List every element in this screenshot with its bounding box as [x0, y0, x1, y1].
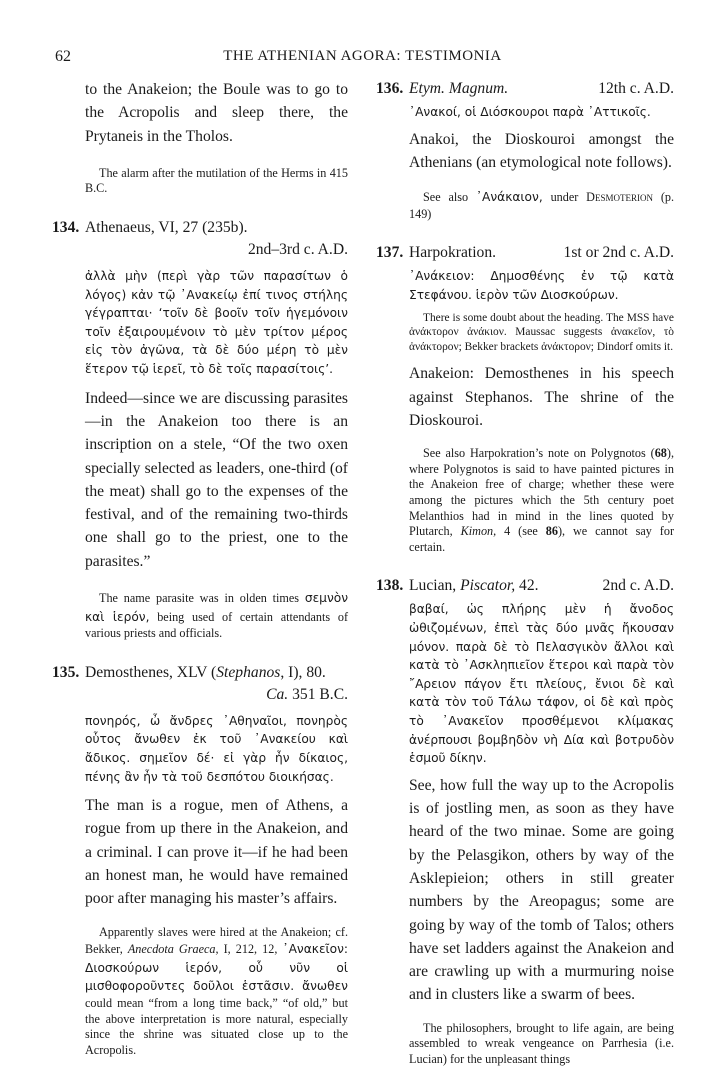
entry-135-heading — [52, 662, 348, 684]
greek-text: βαβαί, ὡς πλήρης μὲν ἡ ἄνοδος ὠθιζομένων, ἐπεὶ τὰς δύο μνᾶς ἤκουσαν μόνον. παρὰ δὲ τὸ Πελασγικὸν ἄλλοι καὶ κατὰ τὸ ᾿Ασκληπιεῖον ἕτεροι καὶ παρὰ τὸν ῎Αρειον πάγον ἔτι πλείους, ἔνιοι δὲ καὶ κατὰ τὸν τοῦ Τάλω τάφον, οἱ δὲ καὶ πρὸς τὸ ᾿Ανακεῖον προσθέμενοι κλίμακας ἀνέρπουσι βομβηδὸν νὴ Δία καὶ βοτρυδὸν ἑσμοῦ δίκην. — [409, 602, 674, 766]
note-text: 4 (see — [504, 524, 538, 539]
entry-date: 2nd–3rd c. A.D. — [247, 241, 348, 259]
entry-number: 138. — [376, 577, 404, 595]
note-italic: Kimon, — [460, 524, 497, 539]
commentary-note — [376, 188, 674, 222]
note-text: could mean “from a long time back,” “of old,” but the above interpretation is more natural, especially since the shrine was situated close up to the Acropolis. — [85, 996, 348, 1057]
entry-source: Etym. Magnum. — [409, 80, 509, 97]
entry-135 — [52, 662, 348, 1059]
entry-date: 12th c. A.D. — [598, 80, 674, 97]
entry-source: Athenaeus, VI, 27 (235b). — [85, 219, 248, 237]
note-text: See also Harpokration’s note on Polygnotos ( — [423, 446, 655, 461]
note-text: See also — [423, 190, 469, 205]
page-number: 62 — [55, 48, 71, 65]
note-text: being used of certain attendants of various priests and officials. — [85, 609, 348, 641]
source-text: Lucian, — [409, 577, 457, 595]
note-smallcaps: Desmoterion — [586, 190, 653, 205]
note-greek: σεμνὸν καὶ ἱερόν, — [85, 591, 349, 624]
left-column — [52, 78, 348, 1058]
running-title: THE ATHENIAN AGORA: TESTIMONIA — [223, 48, 502, 64]
note-text: under — [550, 190, 579, 205]
source-text: 42. — [519, 577, 539, 595]
entry-138 — [376, 575, 674, 1067]
entry-date: 2nd c. A.D. — [602, 577, 674, 595]
commentary-note — [376, 446, 674, 555]
note-text: (p. 149) — [409, 190, 675, 221]
entry-138-heading — [376, 575, 674, 597]
commentary-note — [52, 925, 348, 1059]
entry-source — [409, 575, 603, 597]
right-column — [376, 78, 674, 1067]
cross-reference[interactable]: 86 — [545, 524, 558, 539]
entry-134-heading — [52, 217, 348, 239]
date-italic: Ca. — [266, 685, 289, 703]
entry-source — [85, 662, 348, 684]
entry-134 — [52, 217, 348, 642]
continued-translation: to the Anakeion; the Boule was to go to the Acropolis and sleep there, the Prytaneis in the Tholos. — [85, 81, 348, 145]
entry-136-heading — [376, 78, 674, 100]
commentary-note: The philosophers, brought to life again, are being assembled to wreak vengeance on Parrhesia (i.e. Lucian) for the unpleasant things — [409, 1020, 674, 1066]
textual-note: There is some doubt about the heading. The MSS have ἀνάκτορον ἀνάκιον. Maussac suggests ἀνακεῖον, τὸ ἀνάκτορον; Bekker brackets ἀνάκτορον; Dindorf omits it. — [409, 311, 674, 353]
translation: Anakeion: Demosthenes in his speech against Stephanos. The shrine of the Dioskouroi. — [409, 365, 674, 429]
entry-source: Harpokration. — [409, 244, 497, 262]
date-text: 351 B.C. — [288, 685, 348, 703]
source-italic: Stephanos — [216, 663, 281, 681]
commentary-note — [52, 589, 348, 642]
note-italic: Anecdota Graeca, — [127, 942, 219, 957]
running-header — [0, 48, 725, 68]
translation: The man is a rogue, men of Athens, a rogue from up there in the Anakeion, and a criminal. I can prove it—if he had been an honest man, he would have remained poor after managing his master’s affairs. — [85, 797, 348, 908]
note-greek: ᾿Ανακεῖον: Διοσκούρων ἱερόν, οὗ νῦν οἱ μισθοφοροῦντες δοῦλοι ἑστᾶσιν. ἄνωθεν — [85, 942, 349, 994]
entry-number: 136. — [376, 80, 404, 97]
source-text: , I), 80. — [280, 663, 326, 681]
note-text: ), we cannot say for certain. — [409, 524, 675, 554]
note-text: I, 212, 12, — [223, 942, 278, 957]
source-italic: Piscator, — [460, 577, 516, 595]
greek-text: ᾿Ανακοί, οἱ Διόσκουροι παρὰ ᾿Αττικοῖς. — [409, 105, 651, 119]
entry-date — [52, 684, 348, 706]
greek-text: ἀλλὰ μὴν (περὶ γὰρ τῶν παρασίτων ὁ λόγος) κἀν τῷ ᾿Ανακείῳ ἐπί τινος στήλης γέγραπται· ‘τοῖν δὲ βοοῖν τοῖν ἡγεμόνοιν τοῖν ἐξαιρουμένοιν τὸ μὲν τρίτον μέρος εἰς τὸν ἀγῶνα, τὰ δὲ δύο μέρη τὸ μὲν ἕτερον τῷ ἱερεῖ, τὸ δὲ τοῖς παρασίτοις’. — [85, 269, 348, 377]
entry-137-heading — [376, 242, 674, 264]
greek-text: ᾿Ανάκειον: Δημοσθένης ἐν τῷ κατὰ Στεφάνου. ἱερὸν τῶν Διοσκούρων. — [409, 269, 674, 302]
note-text: Apparently slaves were hired at the Anakeion; cf. Bekker, — [85, 924, 348, 957]
entry-date: 1st or 2nd c. A.D. — [563, 244, 674, 262]
cross-reference[interactable]: 68 — [654, 446, 667, 461]
continued-note: The alarm after the mutilation of the Herms in 415 B.C. — [85, 165, 348, 196]
translation: See, how full the way up to the Acropolis is of jostling men, as soon as they have heard of the two minae. Some are going by the Pelasgikon, others by way of the Asklepieion; others in still greater numbers by the Areopagus; some are going by way of the tomb of Talos; others have set ladders against the Anakeion and are crawling up with a murmuring noise and in clusters like a swarm of bees. — [409, 776, 674, 1004]
translation: Indeed—since we are discussing parasites—in the Anakeion too there is an inscription on a stele, “Of the two oxen specially selected as leaders, one-third (of the meat) shall go to the expenses of the festival, and of the remaining two-thirds one shall go to the priest, one to the parasites.” — [85, 389, 348, 570]
source-text: Demosthenes, XLV ( — [85, 663, 217, 681]
entry-number: 135. — [52, 663, 80, 681]
entry-number: 137. — [376, 244, 404, 262]
note-text: ), where Polygnotos is said to have painted pictures in the Anakeion free of charge; whether these were among the pictures which the 5th century poet Melanthios had in mind in the lines quoted by Plutarch, — [409, 446, 674, 539]
entry-136 — [376, 78, 674, 222]
entry-number: 134. — [52, 219, 80, 237]
note-greek: ᾿Ανάκαιον, — [475, 190, 543, 205]
entry-137 — [376, 242, 674, 555]
translation: Anakoi, the Dioskouroi amongst the Athenians (an etymological note follows). — [409, 130, 674, 171]
greek-text: πονηρός, ὦ ἄνδρες ᾿Αθηναῖοι, πονηρὸς οὗτος ἄνωθεν ἐκ τοῦ ᾿Ανακείου καὶ ἄδικος. σημεῖον δέ· εἰ γὰρ ἦν δίκαιος, πένης ἂν ἦν τὰ τοῦ δεσπότου διοικήσας. — [85, 713, 348, 784]
note-text: The name parasite was in olden times — [99, 591, 300, 606]
